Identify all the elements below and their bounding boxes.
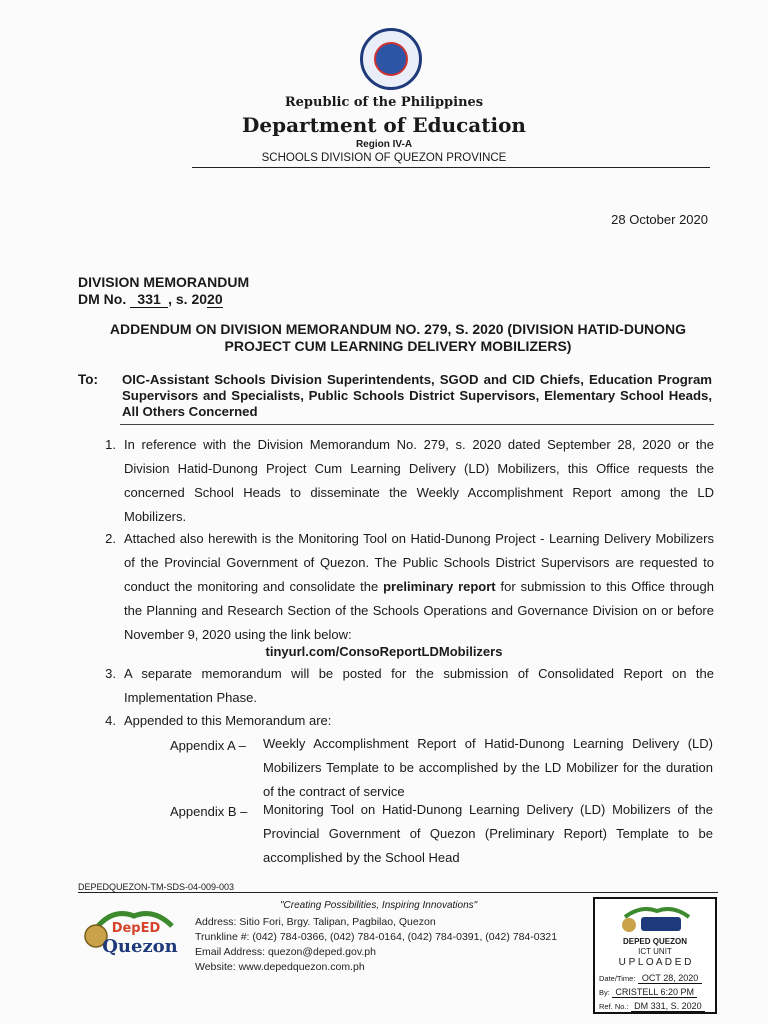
stamp-datetime-row: Date/Time: OCT 28, 2020 [599, 973, 702, 983]
upload-stamp [593, 897, 717, 1014]
memo-date: 28 October 2020 [611, 212, 708, 227]
dm-number-line [78, 291, 223, 308]
to-label: To: [78, 372, 98, 387]
footer-tagline: "Creating Possibilities, Inspiring Innovations" [280, 900, 478, 911]
footer-website: Website: www.depedquezon.com.ph [195, 961, 365, 973]
deped-quezon-logo [84, 902, 184, 958]
department-title: Department of Education [242, 113, 526, 137]
stamp-by-row: By: CRISTELL 6:20 PM [599, 987, 697, 997]
appendix-a-label: Appendix A – [170, 738, 246, 753]
list-item: 2. Attached also herewith is the Monitoring Tool on Hatid-Dunong Project - Learning Delivery Mobilizers of the Provincial Government of Quezon. The Public Schools District Supervisors are requested to conduct the monitoring and consolidate the preliminary report for submission to this Office through the Planning and Research Section of the Schools Operations and Governance Division on or before November 9, 2020 using the link below: [105, 531, 714, 642]
appendix-a-text: Weekly Accomplishment Report of Hatid-Dunong Learning Delivery (LD) Mobilizers Template to be accomplished by the LD Mobilizer for the duration of the contract of service [263, 736, 713, 799]
stamp-ref: DM 331, S. 2020 [631, 1001, 705, 1012]
submission-link[interactable]: tinyurl.com/ConsoReportLDMobilizers [265, 644, 503, 659]
dm-prefix: DM No. [78, 291, 127, 307]
header-divider [192, 167, 710, 168]
stamp-ref-row: Ref. No.: DM 331, S. 2020 [599, 1001, 705, 1011]
dm-number: 331 [130, 291, 168, 308]
footer-email: Email Address: quezon@deped.gov.ph [195, 946, 376, 958]
logo-text-bottom: Quezon [102, 936, 178, 957]
to-recipients: OIC-Assistant Schools Division Superintendents, SGOD and CID Chiefs, Education Program Supervisors and Specialists, Public Schools District Supervisors, Elementary School Heads, All Others Concerned [122, 372, 712, 419]
region-line: Region IV-A [355, 139, 413, 150]
division-line: SCHOOLS DIVISION OF QUEZON PROVINCE [261, 152, 507, 164]
stamp-datetime: OCT 28, 2020 [638, 973, 702, 984]
to-divider [120, 424, 714, 425]
list-item: 4. Appended to this Memorandum are: [105, 713, 332, 728]
list-item: 1. In reference with the Division Memorandum No. 279, s. 2020 dated September 28, 2020 or the Division Hatid-Dunong Project Cum Learning Delivery (LD) Mobilizers, this Office requests the concerned School Heads to disseminate the Weekly Accomplishment Report among the LD Mobilizers. [105, 437, 714, 524]
list-item: 3. A separate memorandum will be posted for the submission of Consolidated Report on the Implementation Phase. [105, 666, 714, 705]
footer-divider [78, 892, 718, 893]
series-prefix: , s. 20 [168, 291, 208, 307]
document-code: DEPEDQUEZON-TM-SDS-04-009-003 [78, 882, 235, 892]
republic-line: Republic of the Philippines [284, 95, 484, 110]
appendix-b-label: Appendix B – [170, 804, 248, 819]
footer-address: Address: Sitio Fori, Brgy. Talipan, Pagbilao, Quezon [195, 916, 436, 928]
footer-trunkline: Trunkline #: (042) 784-0366, (042) 784-0164, (042) 784-0391, (042) 784-0321 [195, 931, 558, 943]
stamp-status: U P L O A D E D [618, 957, 692, 968]
deped-seal-icon [360, 28, 422, 90]
appendix-b-text: Monitoring Tool on Hatid-Dunong Learning Delivery (LD) Mobilizers of the Provincial Government of Quezon (Preliminary Report) Template to be accomplished by the School Head [263, 802, 713, 865]
series-year: 20 [207, 291, 223, 307]
stamp-unit: ICT UNIT [638, 947, 672, 956]
memo-heading: DIVISION MEMORANDUM [78, 274, 250, 290]
stamp-by: CRISTELL 6:20 PM [612, 987, 697, 998]
memo-subject: ADDENDUM ON DIVISION MEMORANDUM NO. 279, S. 2020 (DIVISION HATID-DUNONG PROJECT CUM LEARNING DELIVERY MOBILIZERS) [109, 321, 687, 354]
logo-text-top: DepED [111, 921, 161, 936]
stamp-org: DEPED QUEZON [622, 937, 687, 946]
stamp-logo-icon [619, 903, 695, 935]
